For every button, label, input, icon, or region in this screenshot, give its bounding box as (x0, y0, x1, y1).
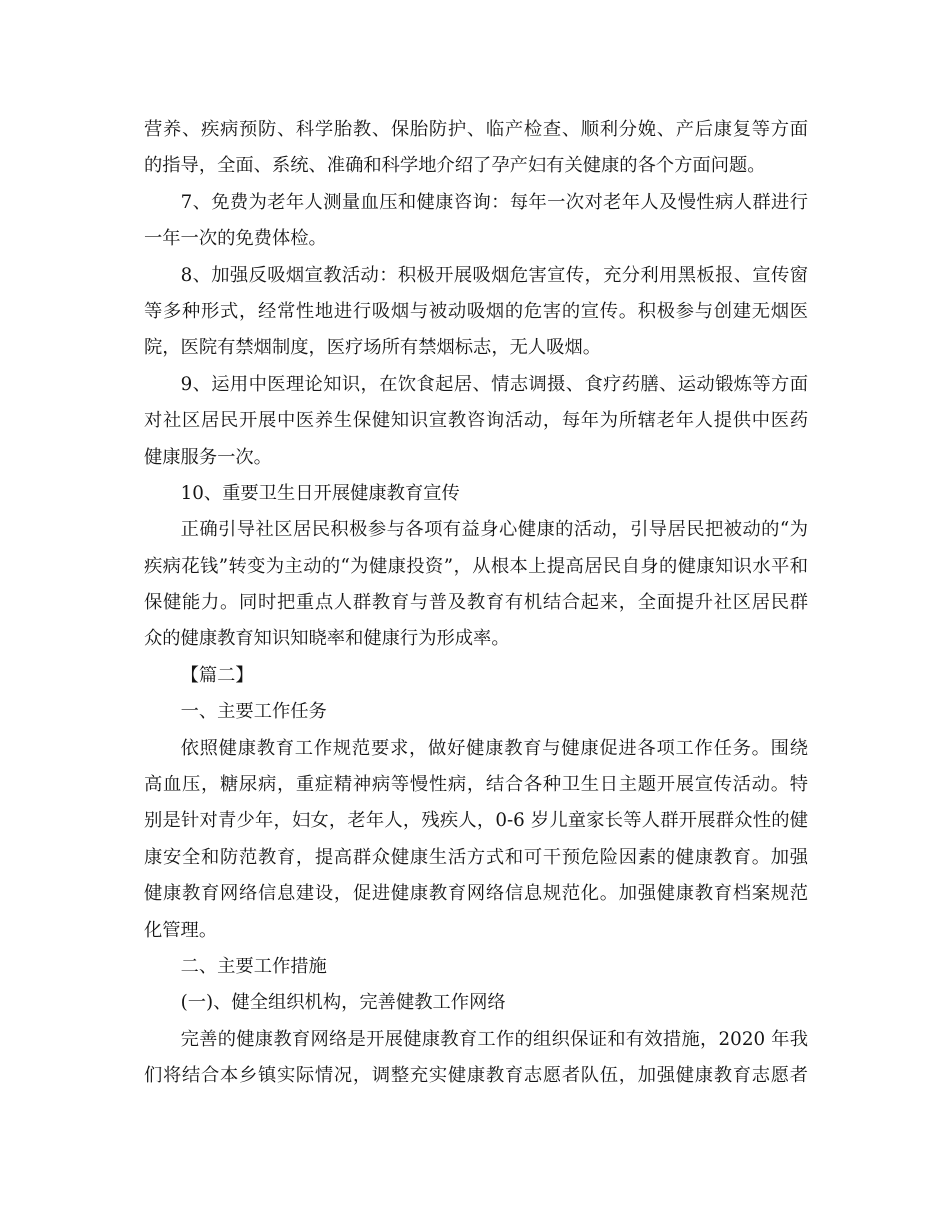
text-line: 保健能力。同时把重点人群教育与普及教育有机结合起来，全面提升社区居民群 (144, 592, 808, 614)
text-line: 完善的健康教育网络是开展健康教育工作的组织保证和有效措施，2020 年我 (180, 1028, 808, 1050)
text-line: 一、主要工作任务 (180, 701, 327, 723)
text-line: 众的健康教育知识知晓率和健康行为形成率。 (144, 628, 510, 650)
list-item-9-tcm-health (144, 367, 808, 476)
text-line: 【篇二】 (180, 664, 254, 686)
text-line: 健康服务一次。 (144, 446, 272, 468)
text-line: 8、加强反吸烟宣教活动：积极开展吸烟危害宣传，充分利用黑板报、宣传窗 (180, 264, 808, 286)
paragraph-pregnancy-guidance-continued (144, 112, 808, 185)
text-line: 对社区居民开展中医养生保健知识宣教咨询活动，每年为所辖老年人提供中医药 (144, 410, 808, 432)
text-line: 们将结合本乡镇实际情况，调整充实健康教育志愿者队伍，加强健康教育志愿者 (144, 1065, 808, 1087)
text-line: 一年一次的免费体检。 (144, 228, 327, 250)
text-line: 10、重要卫生日开展健康教育宣传 (180, 482, 460, 504)
section-title-part-two (144, 658, 808, 694)
text-line: 二、主要工作措施 (180, 955, 327, 977)
text-line: 的指导，全面、系统、准确和科学地介绍了孕产妇有关健康的各个方面问题。 (144, 155, 766, 177)
paragraph-organization-network-body (144, 1022, 808, 1095)
text-line: 营养、疾病预防、科学胎教、保胎防护、临产检查、顺利分娩、产后康复等方面 (144, 119, 808, 140)
text-line: 9、运用中医理论知识，在饮食起居、情志调摄、食疗药膳、运动锻炼等方面 (180, 373, 808, 395)
text-line: 高血压，糖尿病，重症精神病等慢性病，结合各种卫生日主题开展宣传活动。特 (144, 774, 808, 796)
text-line: 依照健康教育工作规范要求，做好健康教育与健康促进各项工作任务。围绕 (180, 737, 808, 759)
text-line: 健康教育网络信息建设，促进健康教育网络信息规范化。加强健康教育档案规范 (144, 883, 808, 905)
text-line: 7、免费为老年人测量血压和健康咨询：每年一次对老年人及慢性病人群进行 (180, 191, 808, 213)
heading-main-measures (144, 949, 808, 985)
list-item-10-health-days-heading (144, 476, 808, 512)
text-line: 正确引导社区居民积极参与各项有益身心健康的活动，引导居民把被动的“为 (180, 519, 808, 541)
paragraph-main-tasks-body (144, 731, 808, 949)
subheading-organization-network (144, 985, 808, 1021)
list-item-7-free-blood-pressure (144, 185, 808, 258)
text-line: (一)、健全组织机构，完善健教工作网络 (180, 992, 506, 1014)
paragraph-health-days-body (144, 512, 808, 658)
text-line: 化管理。 (144, 919, 218, 941)
text-line: 别是针对青少年，妇女，老年人，残疾人，0-6 岁儿童家长等人群开展群众性的健 (144, 810, 808, 832)
text-line: 康安全和防范教育，提高群众健康生活方式和可干预危险因素的健康教育。加强 (144, 846, 808, 868)
heading-main-tasks (144, 694, 808, 730)
document-body (144, 112, 808, 1095)
text-line: 等多种形式，经常性地进行吸烟与被动吸烟的危害的宣传。积极参与创建无烟医 (144, 300, 808, 322)
text-line: 院，医院有禁烟制度，医疗场所有禁烟标志，无人吸烟。 (144, 337, 602, 359)
list-item-8-anti-smoking (144, 258, 808, 367)
text-line: 疾病花钱”转变为主动的“为健康投资”，从根本上提高居民自身的健康知识水平和 (144, 555, 808, 577)
